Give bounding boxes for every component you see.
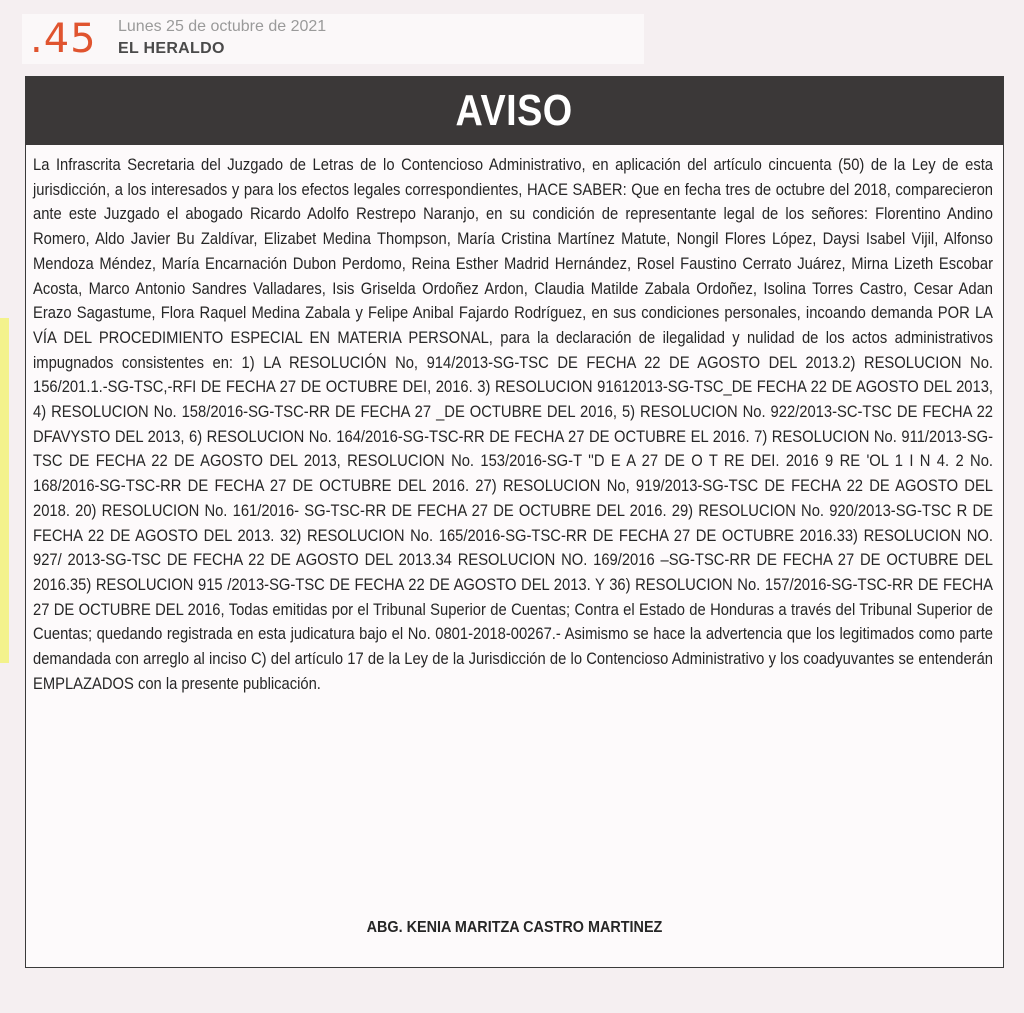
page-number: .45 — [30, 16, 97, 62]
notice-header — [26, 77, 1003, 145]
masthead — [22, 14, 644, 64]
notice-title: AVISO — [455, 86, 574, 135]
signature: ABG. KENIA MARITZA CASTRO MARTINEZ — [366, 919, 663, 936]
publication-date: Lunes 25 de octubre de 2021 — [118, 18, 327, 35]
highlighter-mark — [0, 318, 9, 663]
newspaper-name: EL HERALDO — [118, 40, 225, 57]
notice-body: La Infrascrita Secretaria del Juzgado de Letras de lo Contencioso Administrativo, en aplicación del artículo cincuenta (50) de la Ley de esta jurisdicción, a los interesados y para los efectos legales correspondientes, HACE SABER: Que en fecha tres de octubre del 2018, comparecieron ante este Juzgado el abogado Ricardo Adolfo Restrepo Naranjo, en su condición de representante legal de los señores: Florentino Andino Romero, Aldo Javier Bu Zaldívar, Elizabet Medina Thompson, María Cristina Martínez Matute, Nongil Flores López, Daysi Isabel Vijil, Alfonso Mendoza Méndez, María Encarnación Dubon Perdomo, Reina Esther Madrid Hernández, Rosel Faustino Cerrato Juárez, Mirna Lizeth Escobar Acosta, Marco Antonio Sandres Valladares, Isis Griselda Ordoñez Ardon, Claudia Matilde Zabala Ordoñez, Isolina Torres Castro, Cesar Adan Erazo Sagastume, Flora Raquel Medina Zabala y Felipe Anibal Fajardo Rodríguez, en sus condiciones personales, incoando demanda POR LA VÍA DEL PROCEDIMIENTO ESPECIAL EN MATERIA PERSONAL, para la declaración de ilegalidad y nulidad de los actos administrativos impugnados consistentes en: 1) LA RESOLUCIÓN No, 914/2013-SG-TSC DE FECHA 22 DE AGOSTO DEL 2013.2) RESOLUCION No. 156/201.1.-SG-TSC,-RFI DE FECHA 27 DE OCTUBRE DEI, 2016. 3) RESOLUCION 91612013-SG-TSC_DE FECHA 22 DE AGOSTO DEL 2013, 4) RESOLUCION No. 158/2016-SG-TSC-RR DE FECHA 27 _DE OCTUBRE DEL 2016, 5) RESOLUCION No. 922/2013-SC-TSC DE FECHA 22 DFAVYSTO DEL 2013, 6) RESOLUCION No. 164/2016-SG-TSC-RR DE FECHA 27 DE OCTUBRE EL 2016. 7) RESOLUCION No. 911/2013-SG-TSC DE FECHA 22 DE AGOSTO DEL 2013, RESOLUCION No. 153/2016-SG-T ''D E A 27 DE O T RE DEI. 2016 9 RE 'OL 1 I N 4. 2 No. 168/2016-SG-TSC-RR DE FECHA 27 DE OCTUBRE DEL 2016. 27) RESOLUCION No, 919/2013-SG-TSC DE FECHA 22 DE AGOSTO DEL 2018. 20) RESOLUCION No. 161/2016- SG-TSC-RR DE FECHA 27 DE OCTUBRE DEL 2016. 29) RESOLUCION No. 920/2013-SG-TSC R DE FECHA 22 DE AGOSTO DEL 2013. 32) RESOLUCION No. 165/2016-SG-TSC-RR DE FECHA 27 DE OCTUBRE 2016.33) RESOLUCION NO. 927/ 2013-SG-TSC DE FECHA 22 DE AGOSTO DEL 2013.34 RESOLUCION NO. 169/2016 –SG-TSC-RR DE FECHA 27 DE OCTUBRE DEL 2016.35) RESOLUCION 915 /2013-SG-TSC DE FECHA 22 DE AGOSTO DEL 2013. Y 36) RESOLUCION No. 157/2016-SG-TSC-RR DE FECHA 27 DE OCTUBRE DEL 2016, Todas emitidas por el Tribunal Superior de Cuentas; Contra el Estado de Honduras a través del Tribunal Superior de Cuentas; quedando registrada en esta judicatura bajo el No. 0801-2018-00267.- Asimismo se hace la advertencia que los legitimados como parte demandada con arreglo al inciso C) del artículo 17 de la Ley de la Jurisdicción de lo Contencioso Administrativo y los coadyuvantes se entenderán EMPLAZADOS con la presente publicación. — [33, 155, 994, 693]
notice-box — [25, 76, 1004, 968]
